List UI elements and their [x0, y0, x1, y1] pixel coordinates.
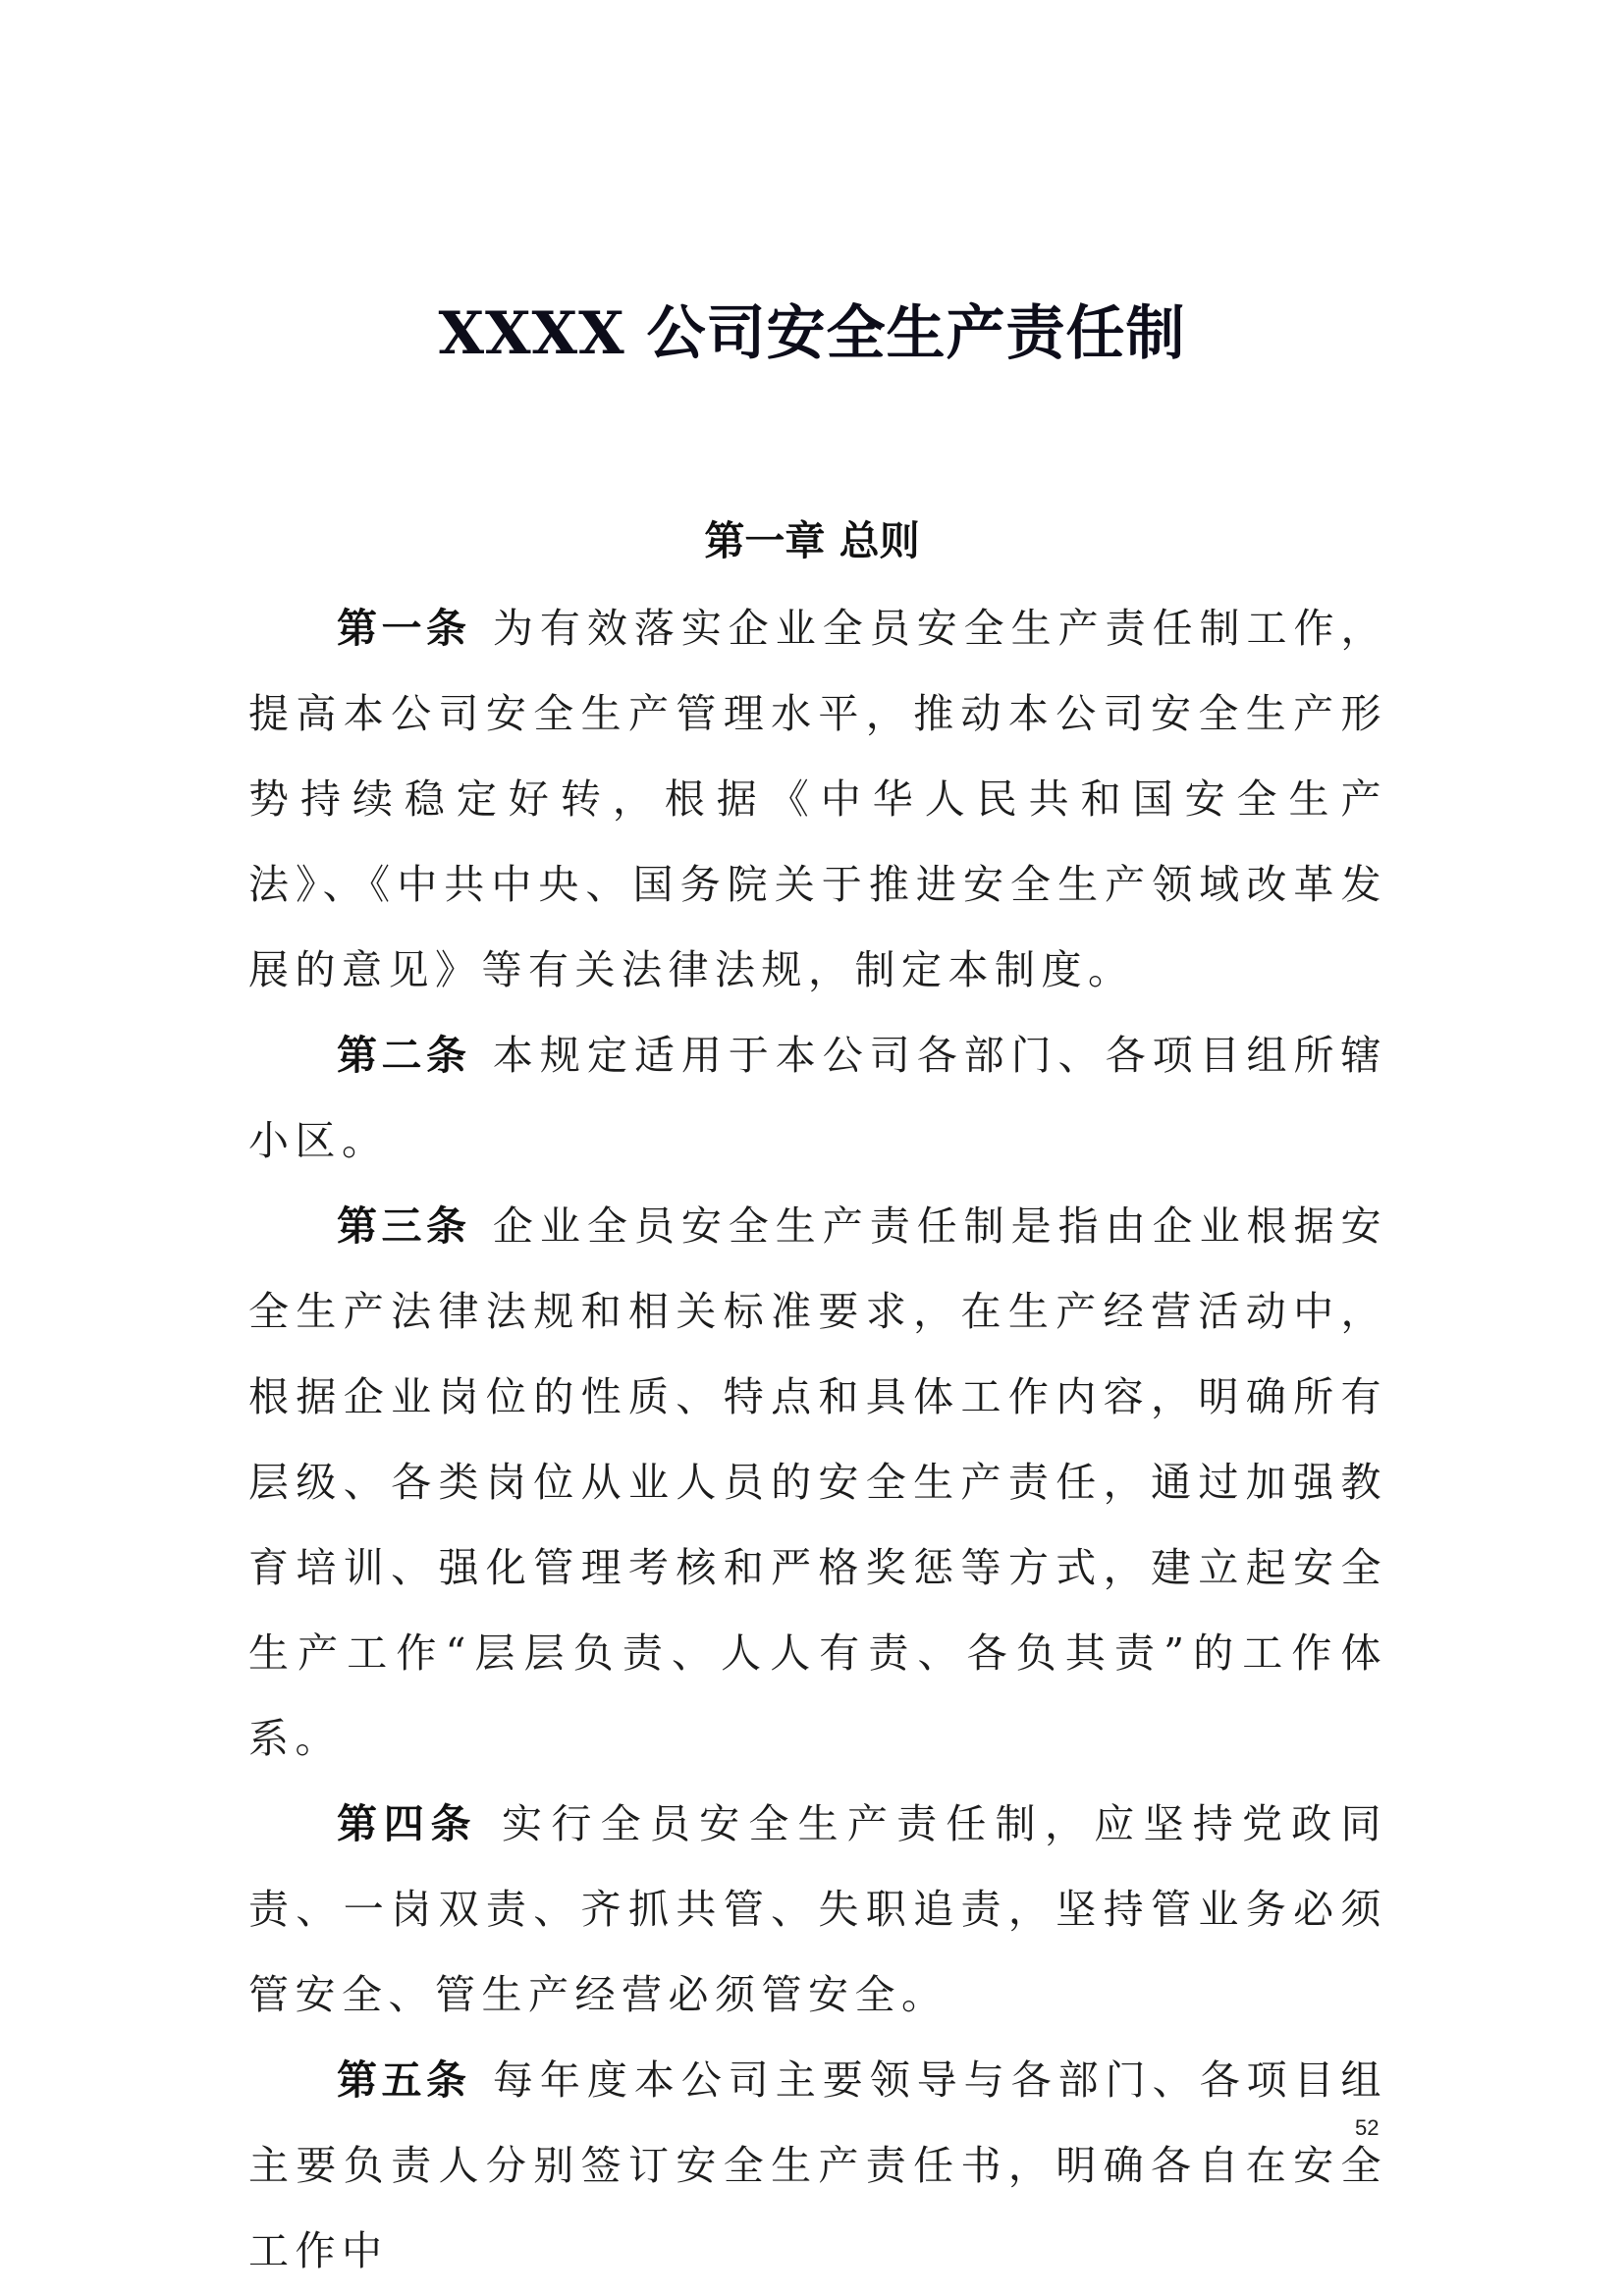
- article-3: [248, 1184, 1387, 1782]
- article-text: 本规定适用于本公司各部门、各项目组所辖小区。: [248, 1032, 1388, 1164]
- article-label: 第二条: [337, 1032, 471, 1079]
- page-number: 52: [1355, 2115, 1380, 2140]
- article-5: [248, 2038, 1387, 2294]
- article-label: 第三条: [337, 1202, 471, 1250]
- article-text: 实行全员安全生产责任制，应坚持党政同责、一岗双责、齐抓共管、失职追责，坚持管业务必须管安全、管生产经营必须管安全。: [248, 1800, 1388, 2018]
- chapter-heading: 第一章 总则: [704, 517, 920, 564]
- article-4: [248, 1782, 1387, 2038]
- article-label: 第一条: [337, 605, 471, 652]
- document-title: XXXX 公司安全生产责任制: [438, 299, 1186, 368]
- document-body: [248, 586, 1387, 2294]
- article-1: [248, 586, 1387, 1013]
- article-text: 企业全员安全生产责任制是指由企业根据安全生产法律法规和相关标准要求，在生产经营活动中，根据企业岗位的性质、特点和具体工作内容，明确所有层级、各类岗位从业人员的安全生产责任，通过加强教育培训、强化管理考核和严格奖惩等方式，建立起安全生产工作“层层负责、人人有责、各负其责”的工作体系。: [248, 1202, 1388, 1762]
- article-text: 每年度本公司主要领导与各部门、各项目组主要负责人分别签订安全生产责任书，明确各自在安全工作中: [248, 2056, 1388, 2274]
- article-label: 第四条: [337, 1800, 478, 1847]
- article-2: [248, 1013, 1387, 1184]
- article-text: 为有效落实企业全员安全生产责任制工作，提高本公司安全生产管理水平，推动本公司安全生产形势持续稳定好转，根据《中华人民共和国安全生产法》、《中共中央、国务院关于推进安全生产领域改革发展的意见》等有关法律法规，制定本制度。: [248, 605, 1388, 993]
- article-label: 第五条: [337, 2056, 471, 2104]
